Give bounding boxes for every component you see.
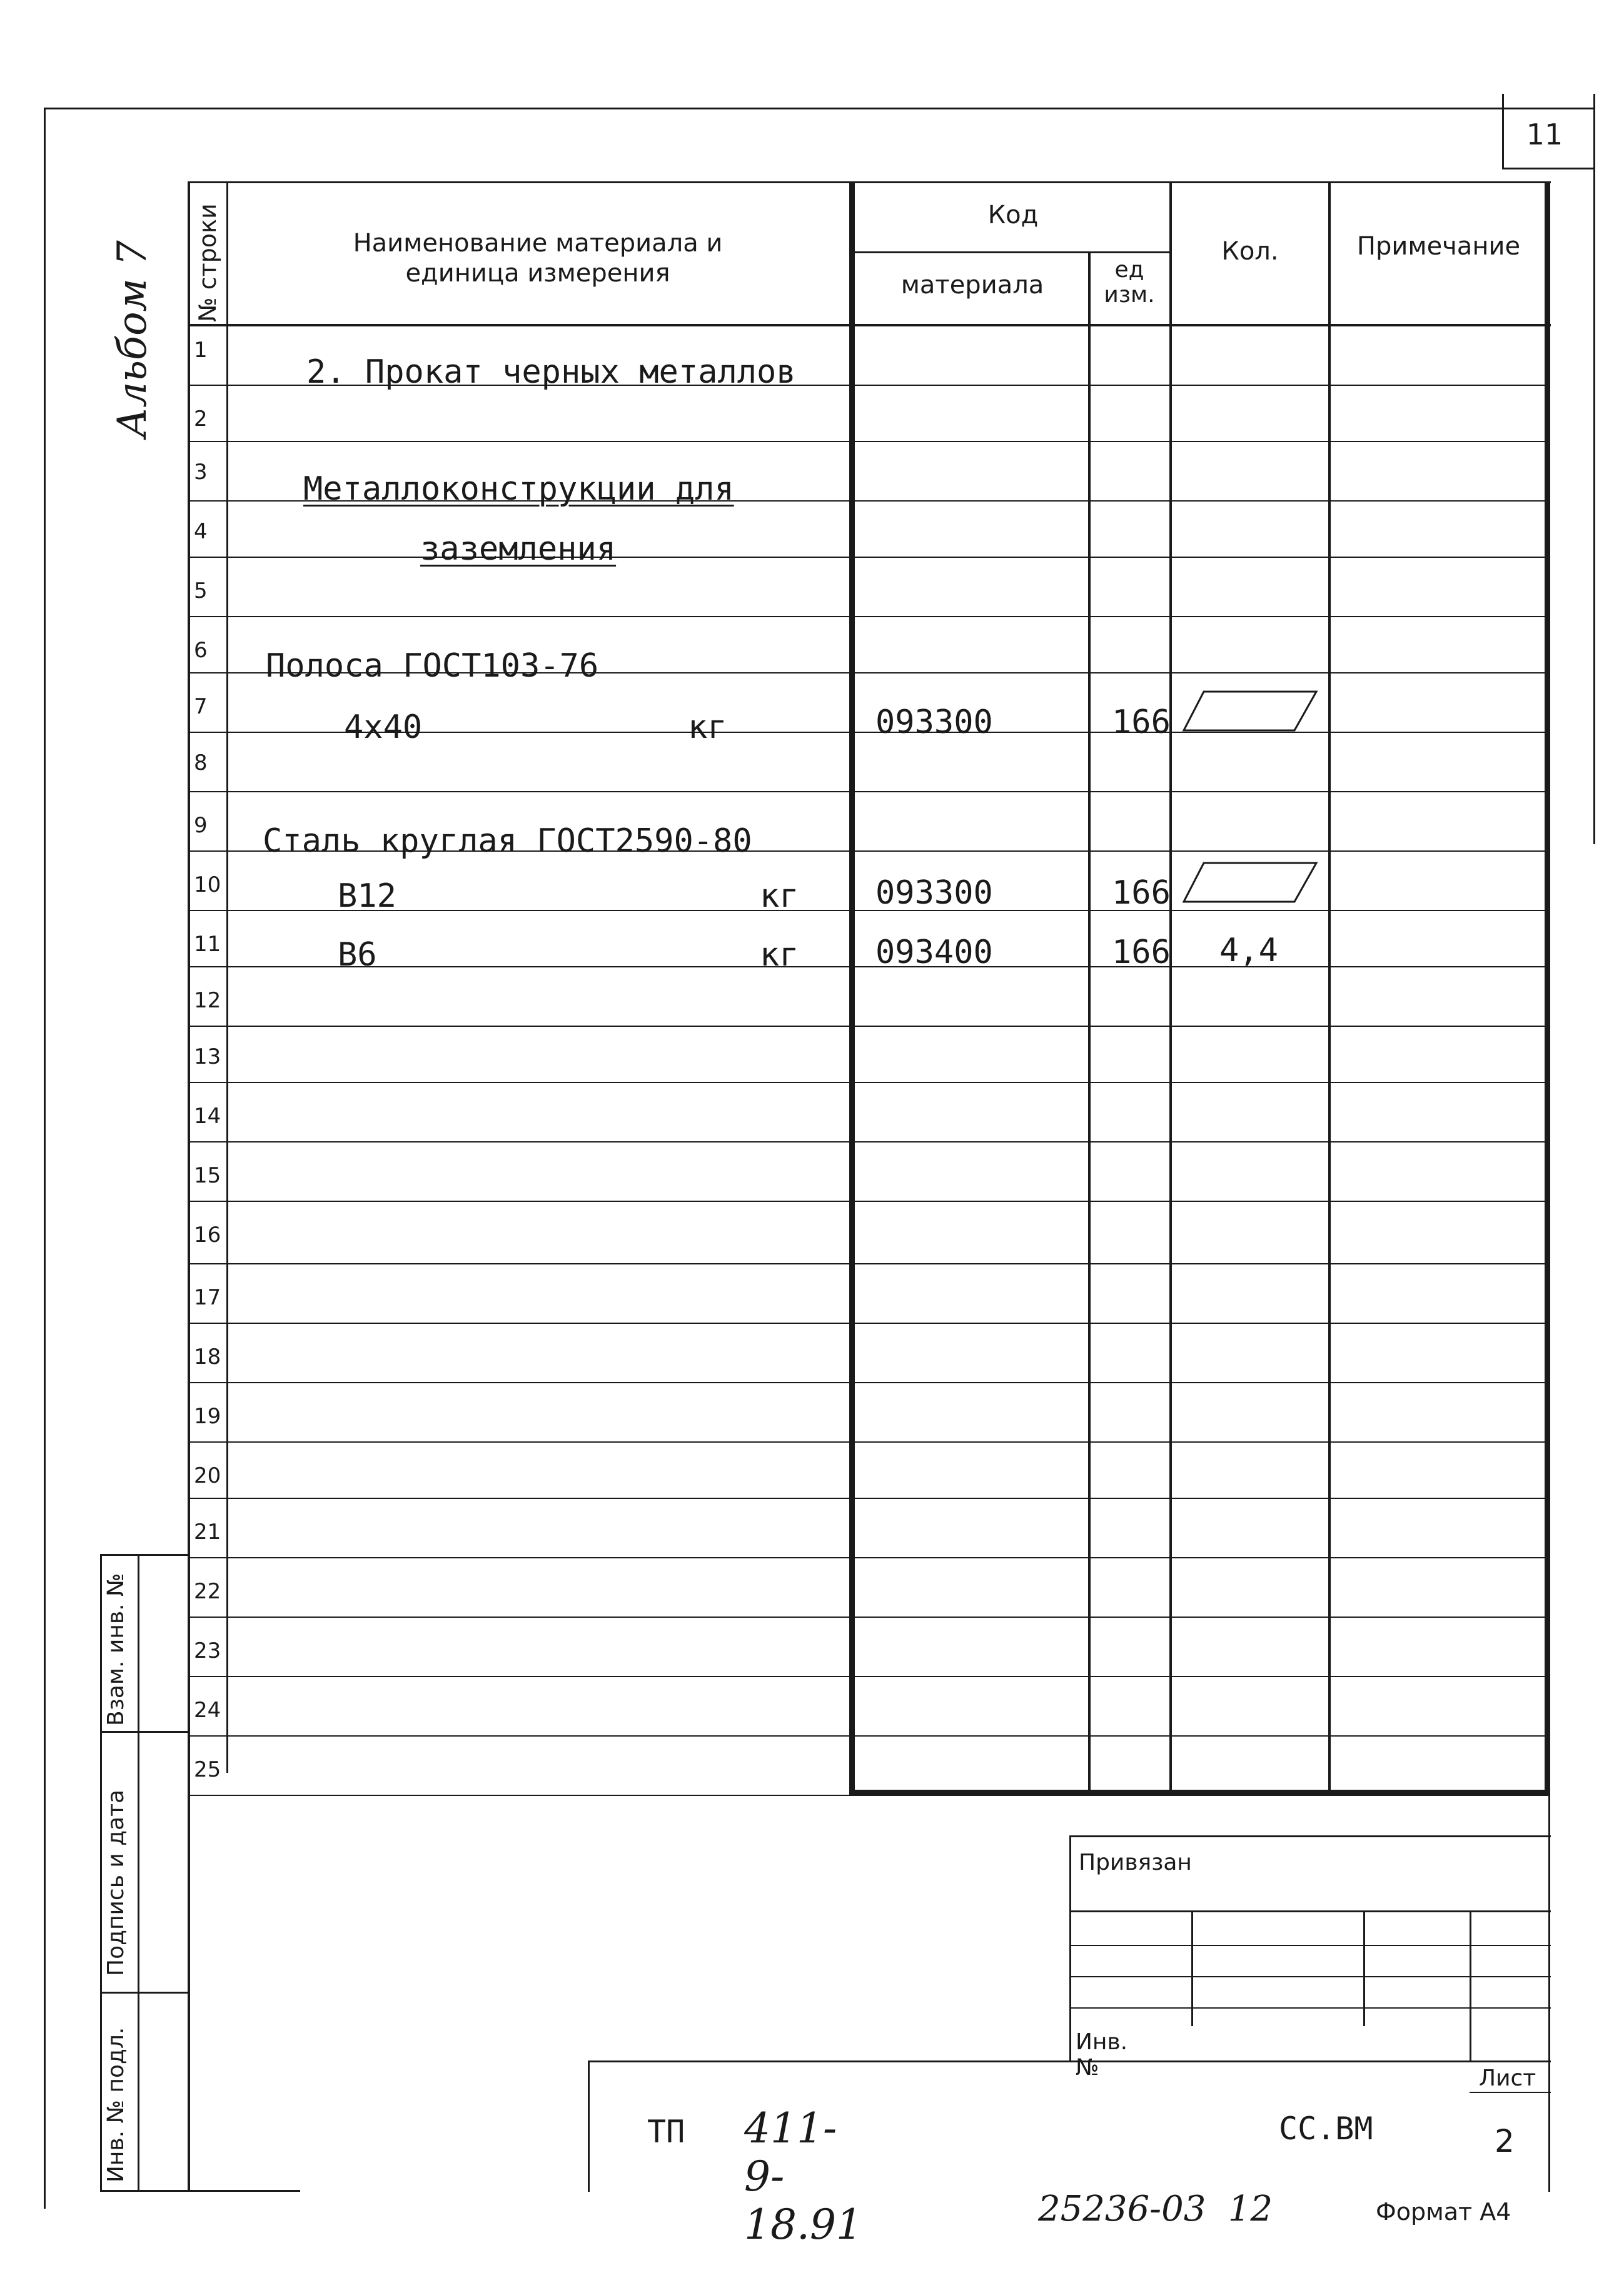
- row-number: 6: [194, 638, 208, 663]
- page-number: 11: [1526, 118, 1563, 151]
- archive-number: 25236-03 12: [1038, 2189, 1273, 2229]
- header-row-no: № строки: [194, 203, 221, 322]
- row-divider: [189, 1498, 1549, 1499]
- row-divider: [189, 1082, 1549, 1083]
- row-number: 9: [194, 813, 208, 838]
- sheet-number: 2: [1495, 2123, 1515, 2159]
- b12-qty-blank-mark: [1179, 858, 1323, 908]
- format-label: Формат А4: [1376, 2198, 1511, 2226]
- row-number: 19: [194, 1404, 221, 1429]
- header-qty: Кол.: [1221, 237, 1279, 266]
- row-number: 15: [194, 1163, 221, 1188]
- row-number: 18: [194, 1344, 221, 1369]
- row-number: 2: [194, 406, 208, 431]
- row-divider: [189, 1795, 1549, 1796]
- row-divider: [189, 1441, 1549, 1443]
- row-number: 20: [194, 1463, 221, 1488]
- row-number: 24: [194, 1698, 221, 1723]
- row-number: 12: [194, 988, 221, 1013]
- row-divider: [189, 557, 1549, 558]
- strip-code: 093300: [875, 704, 993, 741]
- row-divider: [189, 1382, 1549, 1383]
- b6-unit-code: 166: [1112, 934, 1171, 971]
- strip-unit: кг: [688, 709, 727, 746]
- row-number: 4: [194, 519, 208, 544]
- row-number: 10: [194, 872, 221, 897]
- b12-size: В12: [338, 877, 396, 915]
- row-number: 11: [194, 932, 221, 957]
- stamp-inv-podl: Инв. № подл.: [103, 2027, 129, 2182]
- strip-name: Полоса ГОСТ103-76: [266, 647, 599, 685]
- row-divider: [189, 1735, 1549, 1737]
- header-note: Примечание: [1356, 232, 1521, 261]
- row-divider: [189, 1323, 1549, 1324]
- row-divider: [189, 441, 1549, 442]
- row-number: 7: [194, 694, 208, 719]
- row-divider: [189, 1557, 1549, 1558]
- row-divider: [189, 1201, 1549, 1202]
- album-note: Альбом 7: [109, 240, 156, 438]
- row-divider: [189, 791, 1549, 792]
- b6-size: В6: [338, 936, 377, 974]
- b12-code: 093300: [875, 874, 993, 912]
- row-number: 21: [194, 1520, 221, 1545]
- row-number: 17: [194, 1285, 221, 1310]
- inv-no-label: Инв. №: [1076, 2029, 1128, 2081]
- header-code: Код: [987, 201, 1039, 230]
- row-number: 23: [194, 1638, 221, 1663]
- b12-unit-code: 166: [1112, 874, 1171, 912]
- row-divider: [189, 1617, 1549, 1618]
- section-title: 2. Прокат черных металлов: [306, 353, 796, 391]
- subtitle-line2: заземления: [420, 530, 617, 568]
- stamp-podpis: Подпись и дата: [103, 1789, 129, 1976]
- doc-prefix: ТП: [647, 2114, 685, 2150]
- strip-unit-code: 166: [1112, 704, 1171, 741]
- doc-number: 411-9-18.91: [744, 2104, 862, 2249]
- row-number: 14: [194, 1104, 221, 1129]
- row-divider: [189, 966, 1549, 967]
- row-number: 25: [194, 1757, 221, 1782]
- row-divider: [189, 1676, 1549, 1677]
- row-divider: [189, 1141, 1549, 1142]
- strip-qty-blank-mark: [1179, 687, 1323, 737]
- privyazan-label: Привязан: [1079, 1850, 1192, 1875]
- b6-code: 093400: [875, 934, 993, 971]
- row-divider: [189, 1263, 1549, 1264]
- strip-size: 4x40: [344, 709, 423, 746]
- row-number: 16: [194, 1223, 221, 1248]
- row-number: 5: [194, 578, 208, 603]
- header-material: материала: [900, 271, 1044, 300]
- b12-unit: кг: [760, 877, 799, 915]
- b6-unit: кг: [760, 936, 799, 974]
- row-number: 8: [194, 750, 208, 775]
- row-number: 3: [194, 460, 208, 485]
- subtitle-line1: Металлоконструкции для: [303, 470, 734, 508]
- row-number: 1: [194, 338, 208, 363]
- row-number: 22: [194, 1579, 221, 1604]
- row-divider: [189, 1026, 1549, 1027]
- header-name: Наименование материала и единица измерения: [353, 229, 723, 288]
- row-number: 13: [194, 1044, 221, 1069]
- b6-qty: 4,4: [1219, 932, 1278, 969]
- stamp-vzam: Взам. инв. №: [103, 1573, 129, 1726]
- header-unit: ед изм.: [1104, 257, 1155, 308]
- doc-suffix: СС.ВМ: [1279, 2111, 1373, 2147]
- round-name: Сталь круглая ГОСТ2590-80: [263, 822, 752, 860]
- row-divider: [189, 616, 1549, 617]
- sheet-label: Лист: [1479, 2066, 1536, 2091]
